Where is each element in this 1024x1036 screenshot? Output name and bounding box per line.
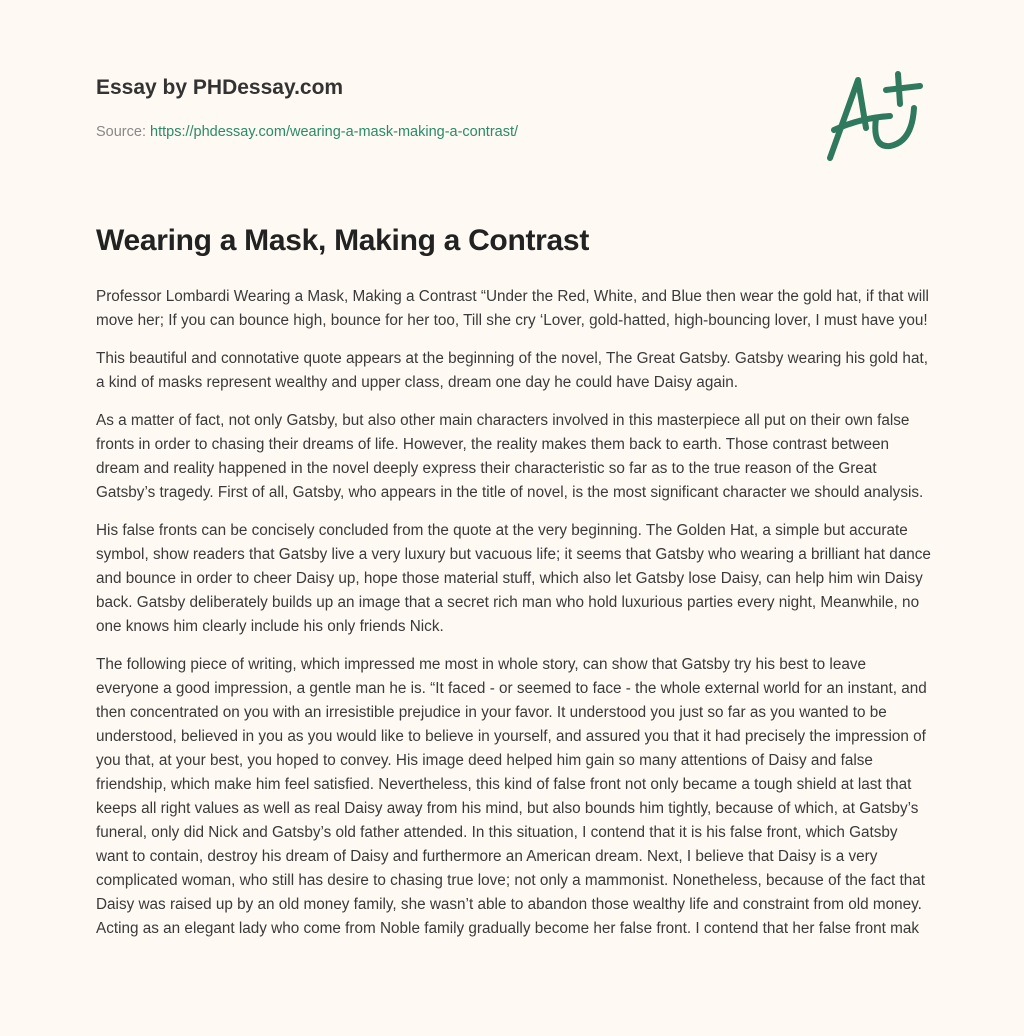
site-brand: Essay by PHDessay.com bbox=[96, 76, 344, 99]
paragraph: The following piece of writing, which impressed me most in whole story, can show that Gatsby try his best to leave everyone a good impression, a gentle man he is. “It faced - or seemed to face - the whole external world for an instant, and then concentrated on you with an irresistible prejudice in your favor. It understood you just so far as you wanted to be understood, believed in you as you would like to believe in yourself, and assured you that it had precisely the impression of you that, at your best, you hoped to convey. His image deed helped him gain so many attentions of Daisy and false friendship, which make him feel satisfied. Nevertheless, this kind of false front not only became a tough shield at last that keeps all right values as well as real Daisy away from his mind, but also bounds him tightly, because of which, at Gatsby’s funeral, only did Nick and Gatsby’s old father attended. In this situation, I contend that it is his false front, which Gatsby want to contain, destroy his dream of Daisy and furthermore an American dream. Next, I believe that Daisy is a very complicated woman, who still has desire to chasing true love; not only a mammonist. Nonetheless, because of the fact that Daisy was raised up by an old money family, she wasn’t able to abandon those wealthy life and constraint from old money. Acting as an elegant lady who come from Noble family gradually become her false front. I contend that her false front mak bbox=[96, 656, 927, 937]
source-label: Source: bbox=[96, 124, 146, 140]
paragraph: This beautiful and connotative quote appears at the beginning of the novel, The Great Gatsby. Gatsby wearing his gold hat, a kind of masks represent wealthy and upper class, dream one day he could have Daisy again. bbox=[96, 350, 928, 391]
paragraph: As a matter of fact, not only Gatsby, but also other main characters involved in this masterpiece all put on their own false fronts in order to chasing their dreams of life. However, the reality makes them back to earth. Those contrast between dream and reality happened in the novel deeply express their characteristic so far as to the true reason of the Great Gatsby’s tragedy. First of all, Gatsby, who appears in the title of novel, is the most significant character we should analysis. bbox=[96, 412, 924, 501]
essay-title: Wearing a Mask, Making a Contrast bbox=[96, 224, 590, 257]
paragraph: His false fronts can be concisely concluded from the quote at the very beginning. The Golden Hat, a simple but accurate symbol, show readers that Gatsby live a very luxury but vacuous life; it seems that Gatsby who wearing a brilliant hat dance and bounce in order to cheer Daisy up, hope those material stuff, which also let Gatsby lose Daisy, can help him win Daisy back. Gatsby deliberately builds up an image that a secret rich man who hold luxurious parties every night, Meanwhile, no one knows him clearly include his only friends Nick. bbox=[96, 522, 931, 635]
a-plus-logo-icon bbox=[820, 68, 930, 168]
essay-body bbox=[96, 285, 932, 955]
source-line bbox=[96, 124, 518, 140]
paragraph: Professor Lombardi Wearing a Mask, Making a Contrast “Under the Red, White, and Blue then wear the gold hat, if that will move her; If you can bounce high, bounce for her too, Till she cry ‘Lover, gold-hatted, high-bouncing lover, I must have you! bbox=[96, 288, 929, 329]
source-link[interactable]: https://phdessay.com/wearing-a-mask-making-a-contrast/ bbox=[150, 124, 519, 140]
